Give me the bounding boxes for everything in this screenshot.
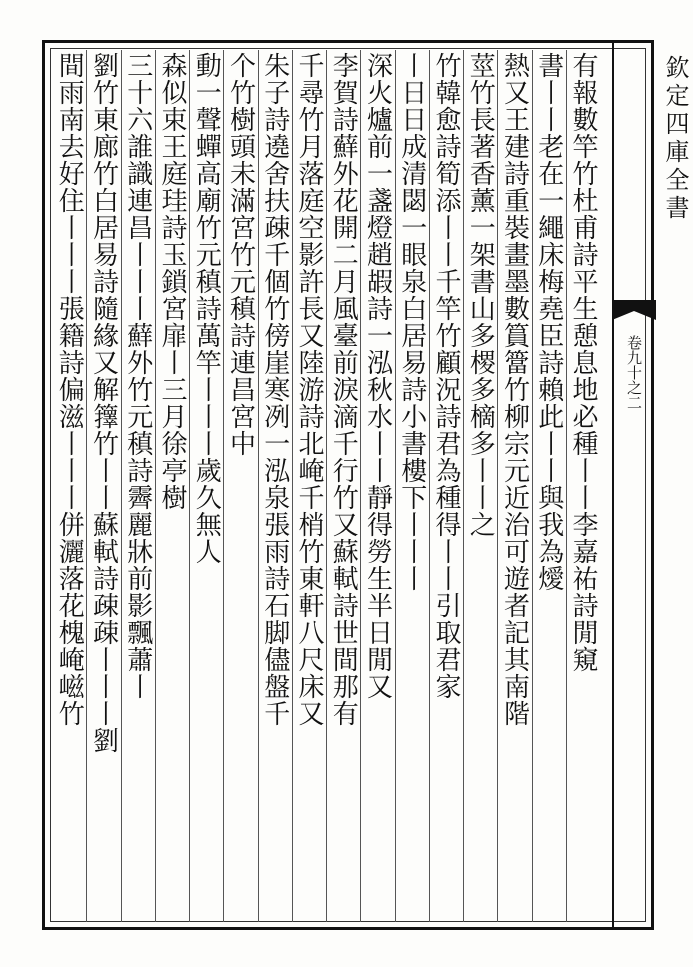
text-column: 間雨南去好住丨丨丨張籍詩偏滋丨丨丨併灑落花槐崦嵫竹 <box>54 52 85 727</box>
column-rule <box>532 50 533 922</box>
column-rule <box>566 50 567 922</box>
text-column: 動一聲蟬高廟竹元稹詩萬竿丨丨丨歲久無人 <box>191 52 222 565</box>
column-rule <box>155 50 156 922</box>
text-column: 朱子詩遶舍扶疎千個竹傍崖寒冽一泓泉張雨詩石脚儘盤千 <box>259 52 290 727</box>
column-rule <box>86 50 87 922</box>
text-column: 深火爐前一盞燈趙嘏詩一泓秋水丨丨靜得勞生半日閒又 <box>362 52 393 700</box>
column-rule <box>497 50 498 922</box>
text-column: 森似束王庭珪詩玉鎖宮扉丨三月徐亭樹 <box>157 52 187 511</box>
text-column: 劉竹東廊竹白居易詩隨緣又解籜竹丨丨蘇軾詩疎疎丨丨丨劉 <box>88 52 119 754</box>
column-rule <box>360 50 361 922</box>
text-column: 書丨丨老在一繩床梅堯臣詩賴此丨丨與我為燰 <box>533 52 564 592</box>
column-rule <box>223 50 224 922</box>
text-column: 李賀詩蘚外花開二月風臺前淚滴千行竹又蘇軾詩世間那有 <box>328 52 359 727</box>
text-column: 有報數竿竹杜甫詩平生憩息地必種丨丨李嘉祐詩閒窺 <box>568 52 598 673</box>
column-rule <box>463 50 464 922</box>
text-column: 丨日日成清閟一眼泉白居易詩小書樓下丨丨丨 <box>396 52 427 592</box>
column-rule <box>429 50 430 922</box>
text-column: 个竹樹頭未滿宮竹元稹詩連昌宮中 <box>225 52 256 457</box>
column-rule <box>258 50 259 922</box>
column-rule <box>292 50 293 922</box>
text-column: 竹韓愈詩筍添丨丨千竿竹顧況詩君為種得丨丨引取君家 <box>431 52 461 700</box>
text-column: 熱又王建詩重裝畫墨數篔簹竹柳宗元近治可遊者記其南階 <box>499 52 530 727</box>
column-rule <box>395 50 396 922</box>
column-rule <box>121 50 122 922</box>
text-column: 莖竹長著香薰一架書山多㮨多樀多丨丨之 <box>465 52 496 538</box>
column-rule <box>189 50 190 922</box>
center-margin-strip <box>612 40 654 930</box>
text-column: 三十六誰識連昌丨丨丨蘚外竹元稹詩霽麗牀前影飄蕭丨 <box>122 52 153 700</box>
text-column: 千尋竹月落庭空影許長又陸游詩北崦千梢竹東軒八尺床又 <box>294 52 324 727</box>
volume-label: 卷九十之二 <box>625 335 643 410</box>
book-title: 欽定四庫全書 <box>661 55 689 223</box>
column-rule <box>326 50 327 922</box>
